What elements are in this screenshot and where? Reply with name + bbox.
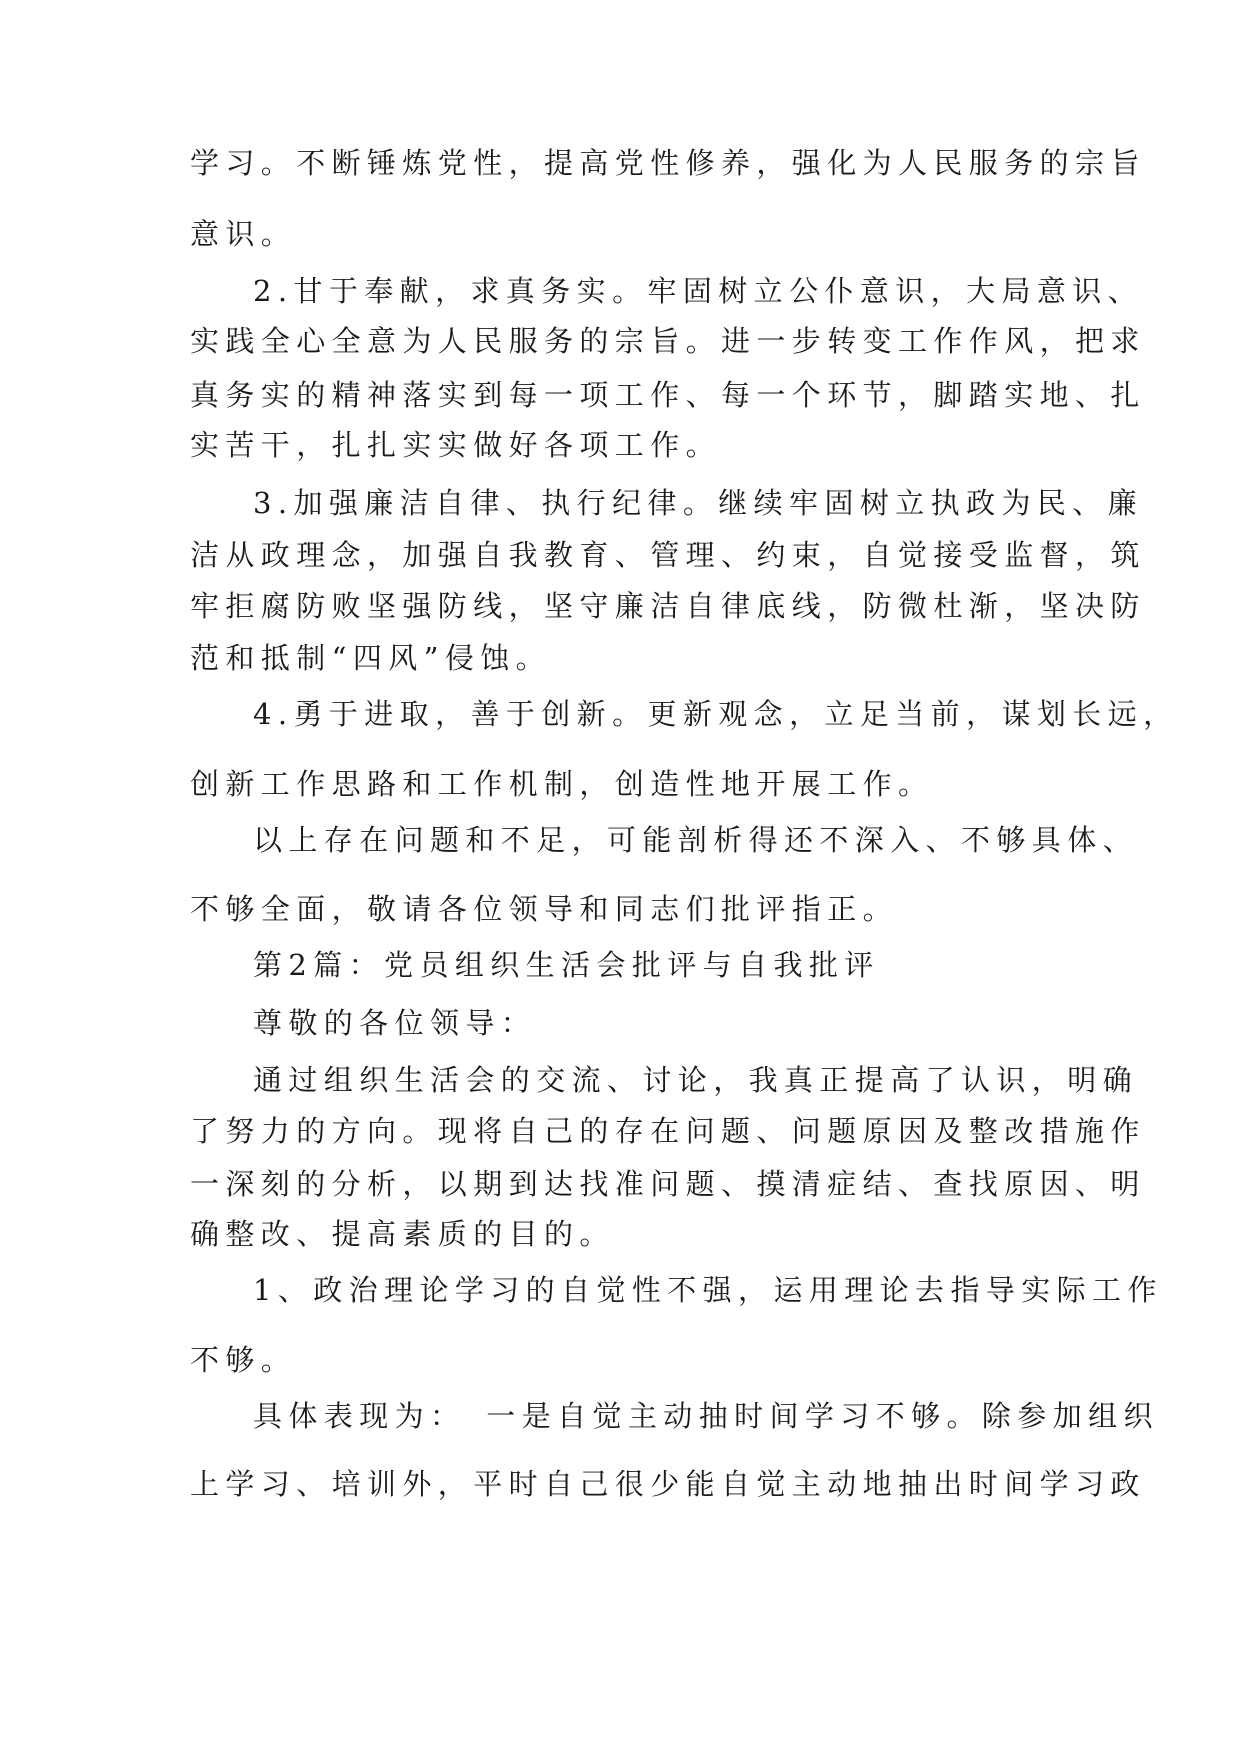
text-line: 3.加强廉洁自律、执行纪律。继续牢固树立执政为民、廉 <box>253 486 1144 520</box>
text-line: 1、政治理论学习的自觉性不强，运用理论去指导实际工作 <box>253 1273 1163 1307</box>
text-line: 4.勇于进取，善于创新。更新观念，立足当前，谋划长远， <box>253 697 1179 731</box>
text-line: 不够。 <box>190 1343 297 1377</box>
salutation: 尊敬的各位领导： <box>253 1006 537 1040</box>
text-line: 实苦干，扎扎实实做好各项工作。 <box>190 428 722 462</box>
text-line: 范和抵制“四风”侵蚀。 <box>190 641 552 675</box>
text-line: 2.甘于奉献，求真务实。牢固树立公仆意识，大局意识、 <box>253 274 1144 308</box>
text-line: 通过组织生活会的交流、讨论，我真正提高了认识，明确 <box>253 1063 1139 1097</box>
text-line: 洁从政理念，加强自我教育、管理、约束，自觉接受监督，筑 <box>190 538 1146 572</box>
text-line: 一深刻的分析，以期到达找准问题、摸清症结、查找原因、明 <box>190 1167 1146 1201</box>
text-line: 不够全面，敬请各位领导和同志们批评指正。 <box>190 892 899 926</box>
text-line: 以上存在问题和不足，可能剖析得还不深入、不够具体、 <box>253 823 1139 857</box>
text-line: 牢拒腐防败坚强防线，坚守廉洁自律底线，防微杜渐，坚决防 <box>190 589 1146 623</box>
text-line: 真务实的精神落实到每一项工作、每一个环节，脚踏实地、扎 <box>190 378 1146 412</box>
text-line: 了努力的方向。现将自己的存在问题、问题原因及整改措施作 <box>190 1114 1146 1148</box>
section-heading: 第2篇：党员组织生活会批评与自我批评 <box>253 948 880 982</box>
text-line: 学习。不断锤炼党性，提高党性修养，强化为人民服务的宗旨 <box>190 146 1146 180</box>
text-line: 确整改、提高素质的目的。 <box>190 1217 615 1251</box>
text-line: 创新工作思路和工作机制，创造性地开展工作。 <box>190 767 934 801</box>
text-line: 上学习、培训外，平时自己很少能自觉主动地抽出时间学习政 <box>190 1467 1146 1501</box>
text-line: 意识。 <box>190 217 297 251</box>
text-line: 实践全心全意为人民服务的宗旨。进一步转变工作作风，把求 <box>190 324 1146 358</box>
text-line: 具体表现为： 一是自觉主动抽时间学习不够。除参加组织 <box>253 1399 1159 1433</box>
